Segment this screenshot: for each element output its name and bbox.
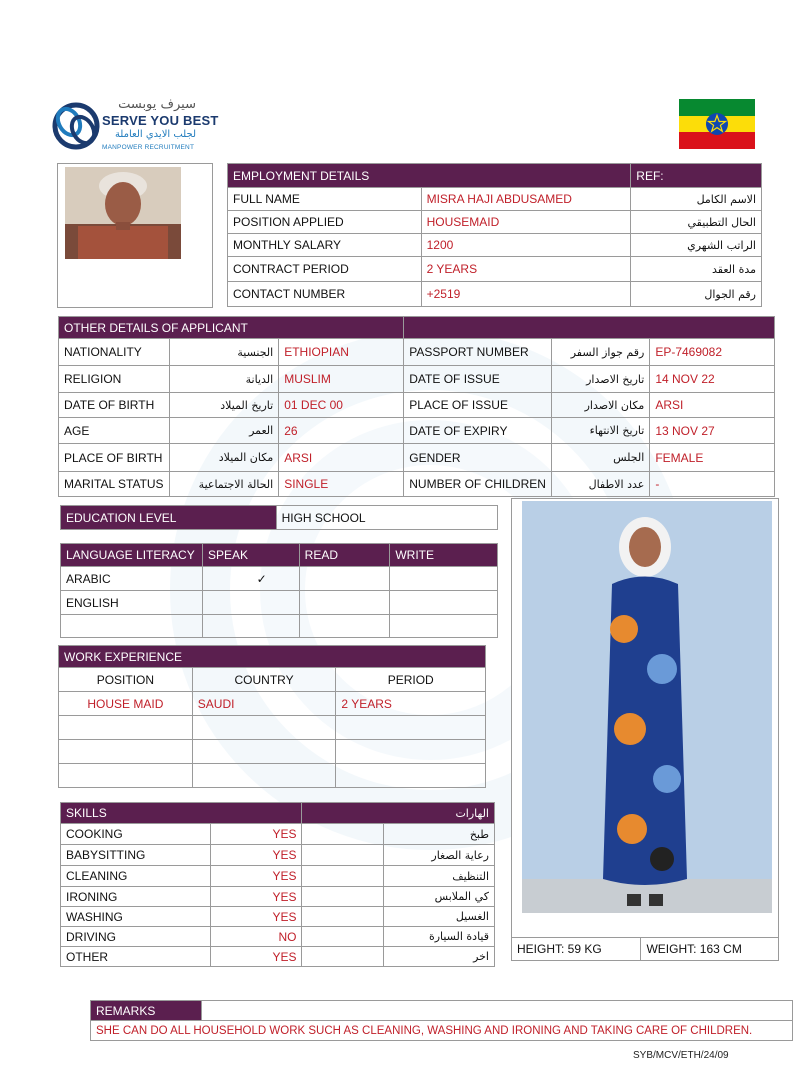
language-name: ARABIC: [61, 567, 203, 591]
work-experience-table: [58, 645, 486, 788]
work-period-value: [336, 740, 486, 764]
language-read-cell: [299, 567, 390, 591]
work-period-value: [336, 716, 486, 740]
skill-value: YES: [210, 866, 302, 887]
gender-arabic: الجلس: [551, 444, 649, 472]
position-applied-label: POSITION APPLIED: [228, 211, 422, 234]
ethiopia-flag-icon: [679, 99, 755, 149]
marital-status-value: SINGLE: [279, 472, 404, 497]
logo-subtitle: MANPOWER RECRUITMENT: [102, 144, 195, 151]
weight-value: WEIGHT: 163 CM: [641, 938, 779, 961]
skill-value: YES: [210, 947, 302, 967]
date-of-expiry-label: DATE OF EXPIRY: [404, 418, 552, 444]
employment-details-header: EMPLOYMENT DETAILS: [228, 164, 631, 188]
place-of-birth-arabic: مكان الميلاد: [169, 444, 279, 472]
monthly-salary-value: 1200: [421, 234, 631, 257]
company-logo-icon: [52, 100, 100, 152]
remarks-header: REMARKS: [91, 1001, 202, 1021]
monthly-salary-arabic: الراتب الشهري: [631, 234, 762, 257]
other-details-table: [58, 316, 775, 497]
age-value: 26: [279, 418, 404, 444]
logo-arabic-tagline: لجلب الايدي العاملة: [114, 129, 196, 140]
language-write-cell: [390, 615, 498, 638]
marital-status-label: MARITAL STATUS: [59, 472, 170, 497]
date-of-birth-value: 01 DEC 00: [279, 393, 404, 418]
work-experience-header: WORK EXPERIENCE: [59, 646, 486, 668]
skills-header-arabic: الهارات: [302, 803, 495, 824]
work-position-value: [59, 716, 193, 740]
period-column-header: PERIOD: [336, 668, 486, 692]
age-arabic: العمر: [169, 418, 279, 444]
country-column-header: COUNTRY: [192, 668, 336, 692]
language-speak-cell: [202, 615, 299, 638]
logo-english-name: SERVE YOU BEST: [102, 113, 219, 128]
contract-period-label: CONTRACT PERIOD: [228, 257, 422, 282]
skill-name: BABYSITTING: [61, 845, 211, 866]
applicant-full-body-photo: [511, 498, 779, 938]
marital-status-arabic: الحالة الاجتماعية: [169, 472, 279, 497]
passport-number-label: PASSPORT NUMBER: [404, 339, 552, 366]
language-literacy-header: LANGUAGE LITERACY: [61, 544, 203, 567]
skill-name: OTHER: [61, 947, 211, 967]
language-literacy-table: [60, 543, 498, 638]
date-of-expiry-arabic: تاريخ الانتهاء: [551, 418, 649, 444]
date-of-birth-arabic: تاريخ الميلاد: [169, 393, 279, 418]
skill-arabic: قيادة السيارة: [384, 927, 495, 947]
education-level-value: HIGH SCHOOL: [276, 506, 497, 530]
place-of-issue-arabic: مكان الاصدار: [551, 393, 649, 418]
skill-name: WASHING: [61, 907, 211, 927]
skill-value: YES: [210, 887, 302, 907]
work-country-value: [192, 716, 336, 740]
skill-value: YES: [210, 907, 302, 927]
skill-name: COOKING: [61, 824, 211, 845]
position-applied-value: HOUSEMAID: [421, 211, 631, 234]
language-write-cell: [390, 567, 498, 591]
education-table: [60, 505, 498, 530]
date-of-issue-label: DATE OF ISSUE: [404, 366, 552, 393]
read-header: READ: [299, 544, 390, 567]
full-name-value: MISRA HAJI ABDUSAMED: [421, 188, 631, 211]
contact-number-label: CONTACT NUMBER: [228, 282, 422, 307]
place-of-birth-label: PLACE OF BIRTH: [59, 444, 170, 472]
full-name-arabic: الاسم الكامل: [631, 188, 762, 211]
skill-arabic: كي الملابس: [384, 887, 495, 907]
number-of-children-arabic: عدد الاطفال: [551, 472, 649, 497]
skill-arabic: التنظيف: [384, 866, 495, 887]
religion-label: RELIGION: [59, 366, 170, 393]
religion-value: MUSLIM: [279, 366, 404, 393]
skill-arabic: الغسيل: [384, 907, 495, 927]
gender-value: FEMALE: [650, 444, 775, 472]
skill-arabic: طبخ: [384, 824, 495, 845]
contact-number-arabic: رقم الجوال: [631, 282, 762, 307]
education-level-label: EDUCATION LEVEL: [61, 506, 277, 530]
work-position-value: HOUSE MAID: [59, 692, 193, 716]
applicant-portrait-photo: [57, 163, 213, 308]
contract-period-arabic: مدة العقد: [631, 257, 762, 282]
work-country-value: [192, 764, 336, 788]
language-speak-cell: [202, 591, 299, 615]
full-name-label: FULL NAME: [228, 188, 422, 211]
ref-label: REF:: [631, 164, 762, 188]
other-details-header: OTHER DETAILS OF APPLICANT: [59, 317, 404, 339]
position-applied-arabic: الحال التطبيقي: [631, 211, 762, 234]
date-of-birth-label: DATE OF BIRTH: [59, 393, 170, 418]
checkmark-icon: ✓: [202, 567, 299, 591]
skill-value: YES: [210, 824, 302, 845]
language-write-cell: [390, 591, 498, 615]
language-read-cell: [299, 615, 390, 638]
position-column-header: POSITION: [59, 668, 193, 692]
work-position-value: [59, 764, 193, 788]
skills-table: [60, 802, 495, 967]
place-of-birth-value: ARSI: [279, 444, 404, 472]
skill-name: CLEANING: [61, 866, 211, 887]
measurements-table: [511, 937, 779, 961]
skill-arabic: اخر: [384, 947, 495, 967]
document-code: SYB/MCV/ETH/24/09: [633, 1050, 729, 1061]
work-period-value: [336, 764, 486, 788]
language-name: [61, 615, 203, 638]
skill-name: IRONING: [61, 887, 211, 907]
skill-arabic: رعاية الصغار: [384, 845, 495, 866]
write-header: WRITE: [390, 544, 498, 567]
skill-value: YES: [210, 845, 302, 866]
date-of-issue-value: 14 NOV 22: [650, 366, 775, 393]
monthly-salary-label: MONTHLY SALARY: [228, 234, 422, 257]
speak-header: SPEAK: [202, 544, 299, 567]
work-country-value: SAUDI: [192, 692, 336, 716]
contact-number-value: +2519: [421, 282, 631, 307]
place-of-issue-value: ARSI: [650, 393, 775, 418]
language-name: ENGLISH: [61, 591, 203, 615]
date-of-issue-arabic: تاريخ الاصدار: [551, 366, 649, 393]
skills-header: SKILLS: [61, 803, 302, 824]
passport-number-value: EP-7469082: [650, 339, 775, 366]
place-of-issue-label: PLACE OF ISSUE: [404, 393, 552, 418]
logo-arabic-name: سيرف يوبست: [118, 97, 196, 112]
gender-label: GENDER: [404, 444, 552, 472]
other-details-header-right: [404, 317, 775, 339]
nationality-label: NATIONALITY: [59, 339, 170, 366]
work-position-value: [59, 740, 193, 764]
skill-name: DRIVING: [61, 927, 211, 947]
number-of-children-label: NUMBER OF CHILDREN: [404, 472, 552, 497]
nationality-value: ETHIOPIAN: [279, 339, 404, 366]
nationality-arabic: الجنسية: [169, 339, 279, 366]
skill-value: NO: [210, 927, 302, 947]
age-label: AGE: [59, 418, 170, 444]
remarks-table: [90, 1000, 793, 1041]
number-of-children-value: -: [650, 472, 775, 497]
remarks-text: SHE CAN DO ALL HOUSEHOLD WORK SUCH AS CLEANING, WASHING AND IRONING AND TAKING CARE OF CHILDREN.: [91, 1021, 793, 1041]
religion-arabic: الديانة: [169, 366, 279, 393]
date-of-expiry-value: 13 NOV 27: [650, 418, 775, 444]
contract-period-value: 2 YEARS: [421, 257, 631, 282]
passport-number-arabic: رقم جواز السفر: [551, 339, 649, 366]
work-period-value: 2 YEARS: [336, 692, 486, 716]
height-value: HEIGHT: 59 KG: [512, 938, 641, 961]
work-country-value: [192, 740, 336, 764]
employment-details-table: [227, 163, 762, 307]
language-read-cell: [299, 591, 390, 615]
